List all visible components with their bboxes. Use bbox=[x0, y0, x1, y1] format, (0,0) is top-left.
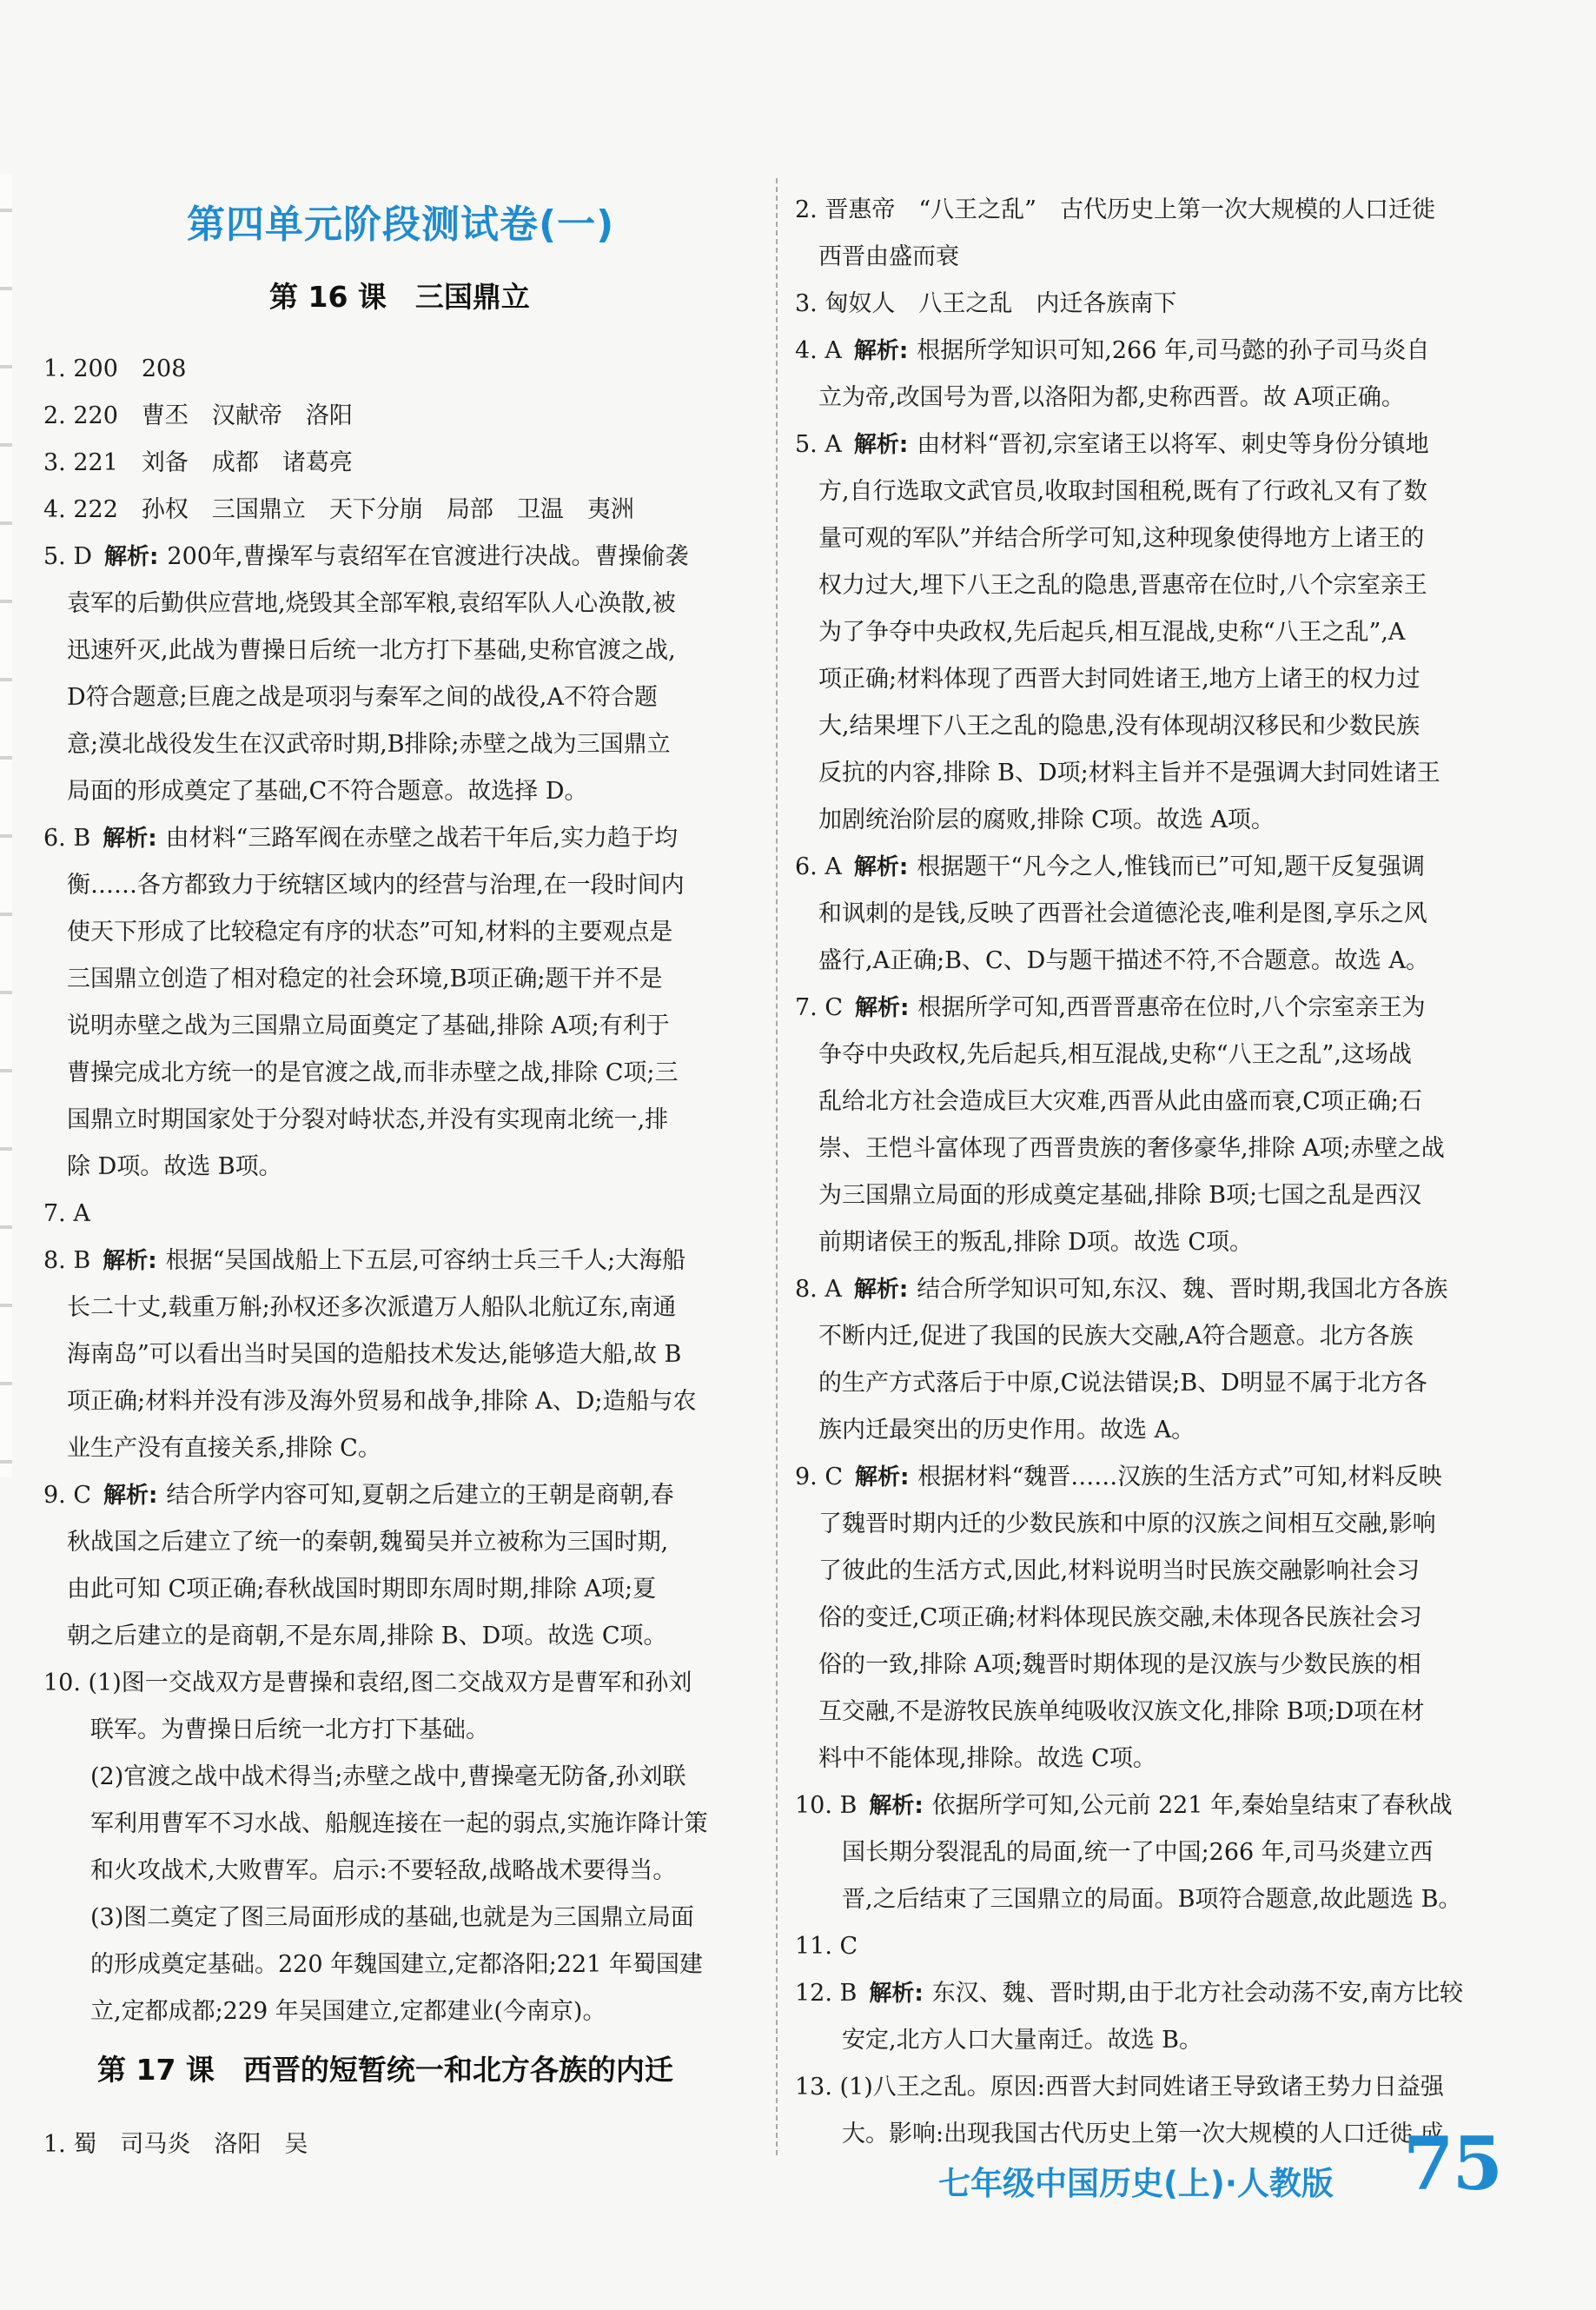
page-number: 75 bbox=[1403, 2121, 1501, 2207]
answer-line bbox=[43, 1619, 666, 1654]
answer-line bbox=[43, 1525, 668, 1560]
answer-line bbox=[795, 1554, 1420, 1589]
answer-line bbox=[795, 1929, 858, 1964]
analysis-label: 解析: bbox=[103, 1483, 158, 1509]
answer-text: 结合所学内容可知,夏朝之后建立的王朝是商朝,春 bbox=[166, 1482, 674, 1509]
answer-text: 国长期分裂混乱的局面,统一了中国;266 年,司马炎建立西 bbox=[795, 1839, 1434, 1866]
answer-text: 俗的一致,排除 A项;魏晋时期体现的是汉族与少数民族的相 bbox=[795, 1651, 1421, 1678]
answer-text: 由材料“三路军阀在赤壁之战若干年后,实力趋于均 bbox=[165, 825, 678, 852]
question-number: 5. D bbox=[43, 543, 92, 570]
answer-text: 说明赤壁之战为三国鼎立局面奠定了基础,排除 A项;有利于 bbox=[43, 1012, 670, 1039]
question-number: 10. B bbox=[795, 1792, 858, 1819]
answer-line bbox=[795, 1976, 1463, 2011]
question-number: 9. C bbox=[43, 1482, 92, 1509]
answer-line bbox=[43, 774, 587, 809]
answer-line bbox=[43, 1666, 692, 1701]
answer-line bbox=[43, 1056, 679, 1091]
answer-text: 权力过大,埋下八王之乱的隐患,晋惠帝在位时,八个宗室亲王 bbox=[795, 572, 1427, 599]
answer-text: 3. 221 刘备 成都 诸葛亮 bbox=[43, 449, 353, 476]
question-number: 9. C bbox=[795, 1464, 844, 1490]
answer-line bbox=[795, 897, 1427, 932]
answer-text: 互交融,不是游牧民族单纯吸收汉族文化,排除 B项;D项在材 bbox=[795, 1698, 1425, 1725]
answer-text: 族内迁最突出的历史作用。故选 A。 bbox=[795, 1417, 1195, 1444]
analysis-label: 解析: bbox=[869, 1981, 924, 2007]
lesson-16-title: 第 16 课 三国鼎立 bbox=[269, 280, 530, 314]
answer-line bbox=[795, 1319, 1414, 1354]
answer-text: 根据所学可知,西晋晋惠帝在位时,八个宗室亲王为 bbox=[917, 994, 1426, 1021]
answer-line bbox=[795, 1038, 1412, 1072]
analysis-label: 解析: bbox=[853, 1277, 909, 1303]
answer-line bbox=[43, 1338, 681, 1372]
answer-line bbox=[795, 944, 1429, 979]
answer-line bbox=[43, 352, 186, 387]
answer-text: 袁军的后勤供应营地,烧毁其全部军粮,袁绍军队人心涣散,被 bbox=[43, 590, 676, 617]
answer-text: 争夺中央政权,先后起兵,相互混战,史称“八王之乱”,这场战 bbox=[795, 1041, 1412, 1068]
answer-text: 海南岛”可以看出当时吴国的造船技术发达,能够造大船,故 B bbox=[43, 1341, 682, 1368]
answer-text: 根据所学知识可知,266 年,司马懿的孙子司马炎自 bbox=[917, 337, 1430, 364]
answer-line bbox=[795, 1835, 1433, 1870]
answer-text: 11. C bbox=[795, 1933, 858, 1960]
answer-line bbox=[795, 1695, 1424, 1729]
answer-text: 朝之后建立的是商朝,不是东周,排除 B、D项。故选 C项。 bbox=[43, 1623, 667, 1650]
answer-text: 根据材料“魏晋……汉族的生活方式”可知,材料反映 bbox=[917, 1464, 1442, 1490]
answer-line bbox=[43, 1995, 606, 2029]
answer-line bbox=[43, 1009, 670, 1044]
answer-line bbox=[43, 1384, 697, 1419]
analysis-label: 解析: bbox=[869, 1793, 924, 1819]
answer-line bbox=[43, 1150, 282, 1185]
answer-line bbox=[795, 615, 1405, 650]
answer-line bbox=[795, 1085, 1422, 1119]
answer-line bbox=[43, 1760, 686, 1795]
answer-text: 了魏晋时期内迁的少数民族和中原的汉族之间相互交融,影响 bbox=[795, 1510, 1436, 1537]
answer-line bbox=[795, 1460, 1442, 1495]
answer-text: 13. (1)八王之乱。原因:西晋大封同姓诸王导致诸王势力日益强 bbox=[795, 2074, 1444, 2101]
answer-text: 曹操完成北方统一的是官渡之战,而非赤壁之战,排除 C项;三 bbox=[43, 1059, 679, 1086]
answer-line bbox=[43, 1854, 676, 1888]
answer-text: 结合所学知识可知,东汉、魏、晋时期,我国北方各族 bbox=[917, 1276, 1448, 1303]
answer-text: 的生产方式落后于中原,C说法错误;B、D明显不属于北方各 bbox=[795, 1370, 1427, 1397]
answer-text: 了彼此的生活方式,因此,材料说明当时民族交融影响社会习 bbox=[795, 1557, 1421, 1584]
answer-line bbox=[43, 1572, 656, 1607]
answer-line bbox=[795, 1882, 1461, 1917]
answer-text: 大,结果埋下八王之乱的隐患,没有体现胡汉移民和少数民族 bbox=[795, 713, 1421, 740]
answer-line bbox=[795, 193, 1435, 228]
answer-line bbox=[43, 1713, 489, 1748]
answer-text: 安定,北方人口大量南迁。故选 B。 bbox=[795, 2027, 1203, 2054]
question-number: 8. B bbox=[43, 1247, 91, 1274]
answer-text: 和火攻战术,大败曹军。启示:不要轻敌,战略战术要得当。 bbox=[43, 1857, 677, 1884]
answer-line bbox=[795, 381, 1405, 415]
answer-text: 项正确;材料并没有涉及海外贸易和战争,排除 A、D;造船与农 bbox=[43, 1388, 697, 1415]
answer-line bbox=[43, 727, 671, 762]
answer-text: 立为帝,改国号为晋,以洛阳为都,史称西晋。故 A项正确。 bbox=[795, 384, 1405, 411]
answer-text: 除 D项。故选 B项。 bbox=[43, 1153, 282, 1180]
answer-text: 由材料“晋初,宗室诸王以将军、刺史等身份分镇地 bbox=[917, 431, 1429, 458]
answer-line bbox=[795, 2117, 1444, 2152]
question-number: 6. B bbox=[43, 825, 91, 852]
answer-text: 不断内迁,促进了我国的民族大交融,A符合题意。北方各族 bbox=[795, 1323, 1414, 1350]
answer-text: 依据所学可知,公元前 221 年,秦始皇结束了春秋战 bbox=[931, 1792, 1453, 1819]
question-number: 12. B bbox=[795, 1980, 858, 2007]
question-number: 8. A bbox=[795, 1276, 842, 1303]
answer-line bbox=[795, 428, 1429, 462]
answer-text: 秋战国之后建立了统一的秦朝,魏蜀吴并立被称为三国时期, bbox=[43, 1529, 669, 1556]
answer-line bbox=[43, 1103, 668, 1138]
lesson-17-title: 第 17 课 西晋的短暂统一和北方各族的内迁 bbox=[97, 2053, 673, 2087]
answer-text: 西晋由盛而衰 bbox=[795, 243, 959, 270]
question-number: 6. A bbox=[795, 853, 842, 880]
answer-text: 盛行,A正确;B、C、D与题干描述不符,不合题意。故选 A。 bbox=[795, 947, 1429, 974]
analysis-label: 解析: bbox=[103, 826, 157, 852]
answer-text: 7. A bbox=[43, 1200, 90, 1227]
answer-line bbox=[795, 1413, 1195, 1448]
answer-text: 10. (1)图一交战双方是曹操和袁绍,图二交战双方是曹军和孙刘 bbox=[43, 1669, 692, 1696]
answer-line bbox=[43, 1244, 685, 1278]
answer-text: 乱给北方社会造成巨大灾难,西晋从此由盛而衰,C项正确;石 bbox=[795, 1088, 1422, 1115]
answer-text: 方,自行选取文武官员,收取封国租税,既有了行政礼又有了数 bbox=[795, 478, 1427, 505]
answer-line bbox=[43, 1901, 694, 1935]
answer-text: 为了争夺中央政权,先后起兵,相互混战,史称“八王之乱”,A bbox=[795, 619, 1406, 646]
answer-text: D符合题意;巨鹿之战是项羽与秦军之间的战役,A不符合题 bbox=[43, 684, 658, 711]
answer-line bbox=[43, 1291, 676, 1325]
answer-text: 加剧统治阶层的腐败,排除 C项。故选 A项。 bbox=[795, 807, 1275, 833]
answer-line bbox=[795, 1225, 1253, 1260]
answer-line bbox=[795, 1132, 1445, 1166]
answer-line bbox=[43, 540, 689, 574]
analysis-label: 解析: bbox=[853, 432, 909, 458]
answer-line bbox=[795, 1789, 1453, 1823]
answer-text: (3)图二奠定了图三局面形成的基础,也就是为三国鼎立局面 bbox=[43, 1904, 694, 1931]
analysis-label: 解析: bbox=[853, 338, 909, 364]
answer-line bbox=[795, 1507, 1436, 1542]
answer-line bbox=[795, 1178, 1421, 1213]
answer-text: (2)官渡之战中战术得当;赤壁之战中,曹操毫无防备,孙刘联 bbox=[43, 1763, 686, 1790]
answer-line bbox=[43, 493, 634, 528]
answer-line bbox=[795, 521, 1424, 556]
answer-line bbox=[43, 821, 678, 856]
answer-line bbox=[795, 662, 1421, 697]
answer-text: 东汉、魏、晋时期,由于北方社会动荡不安,南方比较 bbox=[931, 1980, 1463, 2007]
answer-text: 3. 匈奴人 八王之乱 内迁各族南下 bbox=[795, 290, 1177, 317]
answer-text: 联军。为曹操日后统一北方打下基础。 bbox=[43, 1716, 489, 1743]
question-number: 5. A bbox=[795, 431, 842, 458]
answer-text: 为三国鼎立局面的形成奠定基础,排除 B项;七国之乱是西汉 bbox=[795, 1182, 1422, 1209]
answer-text: 2. 220 曹丕 汉献帝 洛阳 bbox=[43, 402, 353, 429]
answer-line bbox=[795, 850, 1425, 885]
analysis-label: 解析: bbox=[853, 854, 909, 880]
question-number: 7. C bbox=[795, 994, 844, 1021]
footer-title: 七年级中国历史(上)·人教版 bbox=[938, 2165, 1334, 2202]
answer-line bbox=[43, 680, 658, 715]
answer-line bbox=[43, 446, 353, 481]
answer-text: 长二十丈,载重万斛;孙权还多次派遣万人船队北航辽东,南通 bbox=[43, 1294, 677, 1321]
answer-line bbox=[43, 1431, 381, 1466]
answer-line bbox=[43, 399, 353, 434]
answer-line bbox=[43, 1197, 90, 1231]
analysis-label: 解析: bbox=[855, 1464, 910, 1490]
answer-line bbox=[795, 803, 1275, 838]
question-number: 4. A bbox=[795, 337, 842, 364]
answer-text: 局面的形成奠定了基础,C不符合题意。故选择 D。 bbox=[43, 778, 588, 805]
answer-line bbox=[43, 1807, 708, 1842]
answer-line bbox=[795, 709, 1420, 744]
answer-line bbox=[795, 2070, 1444, 2105]
answer-text: 和讽刺的是钱,反映了西晋社会道德沦丧,唯利是图,享乐之风 bbox=[795, 900, 1427, 927]
binding-edge bbox=[0, 174, 12, 1477]
answer-line bbox=[43, 962, 663, 997]
answer-line bbox=[795, 991, 1426, 1026]
answer-text: 前期诸侯王的叛乱,排除 D项。故选 C项。 bbox=[795, 1229, 1254, 1256]
answer-text: 业生产没有直接关系,排除 C。 bbox=[43, 1435, 381, 1462]
answer-text: 三国鼎立创造了相对稳定的社会环境,B项正确;题干并不是 bbox=[43, 966, 663, 992]
answer-text: 立,定都成都;229 年吴国建立,定都建业(今南京)。 bbox=[43, 1998, 606, 2025]
answer-line bbox=[43, 587, 676, 621]
answer-line bbox=[43, 868, 685, 903]
answer-line bbox=[795, 287, 1176, 322]
answer-text: 意;漠北战役发生在汉武帝时期,B排除;赤壁之战为三国鼎立 bbox=[43, 731, 671, 758]
answer-line bbox=[795, 240, 959, 275]
answer-text: 军利用曹军不习水战、船舰连接在一起的弱点,实施诈降计策 bbox=[43, 1810, 708, 1837]
answer-text: 4. 222 孙权 三国鼎立 天下分崩 局部 卫温 夷洲 bbox=[43, 496, 634, 523]
answer-text: 项正确;材料体现了西晋大封同姓诸王,地方上诸王的权力过 bbox=[795, 666, 1421, 693]
answer-text: 量可观的军队”并结合所学可知,这种现象使得地方上诸王的 bbox=[795, 525, 1425, 552]
answer-text: 根据“吴国战船上下五层,可容纳士兵三千人;大海船 bbox=[165, 1247, 686, 1274]
analysis-label: 解析: bbox=[103, 1248, 157, 1274]
answer-line bbox=[43, 2127, 308, 2162]
answer-text: 衡……各方都致力于统辖区域内的经营与治理,在一段时间内 bbox=[43, 872, 685, 899]
answer-text: 崇、王恺斗富体现了西晋贵族的奢侈豪华,排除 A项;赤壁之战 bbox=[795, 1135, 1445, 1162]
column-divider bbox=[776, 178, 778, 2155]
answer-text: 俗的变迁,C项正确;材料体现民族交融,未体现各民族社会习 bbox=[795, 1604, 1422, 1631]
answer-text: 1. 蜀 司马炎 洛阳 吴 bbox=[43, 2131, 308, 2158]
answer-text: 1. 200 208 bbox=[43, 355, 187, 382]
answer-text: 晋,之后结束了三国鼎立的局面。B项符合题意,故此题选 B。 bbox=[795, 1886, 1462, 1913]
answer-line bbox=[43, 1948, 703, 1982]
answer-line bbox=[795, 1366, 1427, 1401]
answer-line bbox=[795, 2023, 1202, 2058]
analysis-label: 解析: bbox=[855, 995, 910, 1021]
answer-text: 料中不能体现,排除。故选 C项。 bbox=[795, 1745, 1156, 1772]
unit-title: 第四单元阶段测试卷(一) bbox=[187, 202, 615, 247]
answer-line bbox=[795, 756, 1440, 791]
answer-text: 的形成奠定基础。220 年魏国建立,定都洛阳;221 年蜀国建 bbox=[43, 1951, 703, 1978]
answer-text: 由此可知 C项正确;春秋战国时期即东周时期,排除 A项;夏 bbox=[43, 1576, 657, 1603]
answer-text: 2. 晋惠帝 “八王之乱” 古代历史上第一次大规模的人口迁徙 bbox=[795, 196, 1435, 223]
answer-text: 迅速歼灭,此战为曹操日后统一北方打下基础,史称官渡之战, bbox=[43, 637, 676, 664]
answer-text: 根据题干“凡今之人,惟钱而已”可知,题干反复强调 bbox=[917, 853, 1426, 880]
answer-line bbox=[795, 1272, 1447, 1307]
analysis-label: 解析: bbox=[104, 544, 159, 570]
answer-text: 使天下形成了比较稳定有序的状态”可知,材料的主要观点是 bbox=[43, 919, 673, 946]
answer-line bbox=[795, 1648, 1421, 1683]
answer-line bbox=[795, 568, 1427, 603]
answer-text: 200年,曹操军与袁绍军在官渡进行决战。曹操偷袭 bbox=[167, 543, 689, 570]
answer-line bbox=[43, 634, 676, 668]
answer-line bbox=[795, 475, 1427, 509]
answer-text: 大。影响:出现我国古代历史上第一次大规模的人口迁徙,成 bbox=[795, 2121, 1444, 2147]
answer-line bbox=[43, 1478, 674, 1513]
answer-line bbox=[795, 1601, 1422, 1636]
answer-text: 反抗的内容,排除 B、D项;材料主旨并不是强调大封同姓诸王 bbox=[795, 760, 1440, 787]
answer-text: 国鼎立时期国家处于分裂对峙状态,并没有实现南北统一,排 bbox=[43, 1106, 669, 1133]
answer-line bbox=[43, 915, 672, 950]
answer-line bbox=[795, 334, 1430, 368]
answer-line bbox=[795, 1742, 1156, 1776]
